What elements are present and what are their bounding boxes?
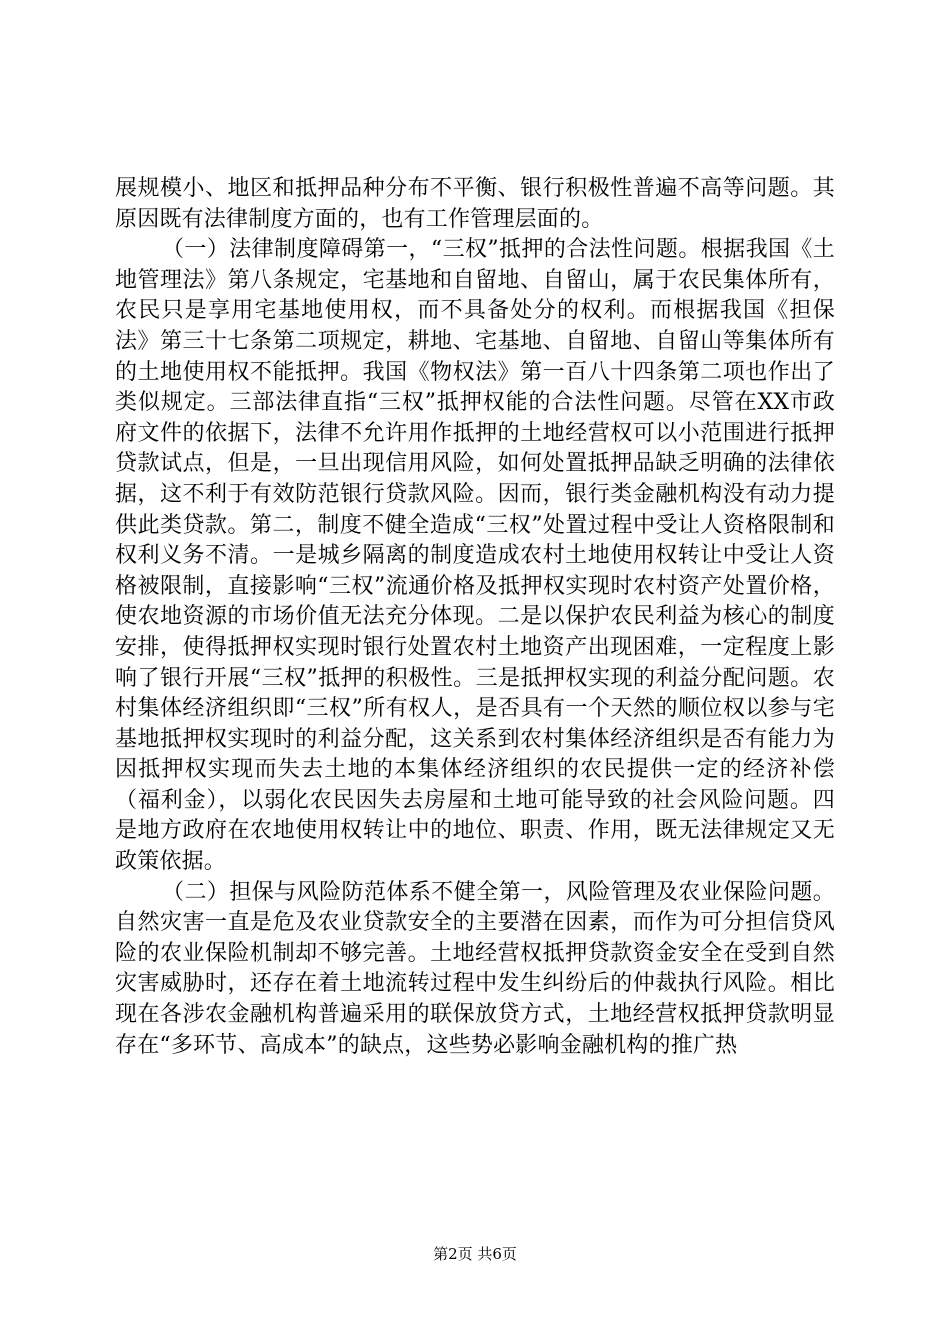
paragraph-guarantee-risk: （二）担保与风险防范体系不健全第一，风险管理及农业保险问题。自然灾害一直是危及农业贷款安全的主要潜在因素，而作为可分担信贷风险的农业保险机制却不够完善。土地经营权抵押贷款资金安全在受到自然灾害威胁时，还存在着土地流转过程中发生纠纷后的仲裁执行风险。相比现在各涉农金融机构普遍采用的联保放贷方式，土地经营权抵押贷款明显存在“多环节、高成本”的缺点，这些势必影响金融机构的推广热 — [115, 879, 835, 1058]
document-body — [115, 174, 835, 1061]
page-footer: 第2页 共6页 — [433, 1245, 517, 1263]
paragraph-continuation: 展规模小、地区和抵押品种分布不平衡、银行积极性普遍不高等问题。其原因既有法律制度方面的，也有工作管理层面的。 — [115, 176, 835, 232]
paragraph-legal-obstacles: （一）法律制度障碍第一，“三权”抵押的合法性问题。根据我国《土地管理法》第八条规定，宅基地和自留地、自留山，属于农民集体所有，农民只是享用宅基地使用权，而不具备处分的权利。而根据我国《担保法》第三十七条第二项规定，耕地、宅基地、自留地、自留山等集体所有的土地使用权不能抵押。我国《物权法》第一百八十四条第二项也作出了类似规定。三部法律直指“三权”抵押权能的合法性问题。尽管在XX市政府文件的依据下，法律不允许用作抵押的土地经营权可以小范围进行抵押贷款试点，但是，一旦出现信用风险，如何处置抵押品缺乏明确的法律依据，这不利于有效防范银行贷款风险。因而，银行类金融机构没有动力提供此类贷款。第二，制度不健全造成“三权”处置过程中受让人资格限制和权利义务不清。一是城乡隔离的制度造成农村土地使用权转让中受让人资格被限制，直接影响“三权”流通价格及抵押权实现时农村资产处置价格，使农地资源的市场价值无法充分体现。二是以保护农民利益为核心的制度安排，使得抵押权实现时银行处置农村土地资产出现困难，一定程度上影响了银行开展“三权”抵押的积极性。三是抵押权实现的利益分配问题。农村集体经济组织即“三权”所有权人，是否具有一个天然的顺位权以参与宅基地抵押权实现时的利益分配，这关系到农村集体经济组织是否有能力为因抵押权实现而失去土地的本集体经济组织的农民提供一定的经济补偿（福利金），以弱化农民因失去房屋和土地可能导致的社会风险问题。四是地方政府在农地使用权转让中的地位、职责、作用，既无法律规定又无政策依据。 — [115, 237, 835, 875]
